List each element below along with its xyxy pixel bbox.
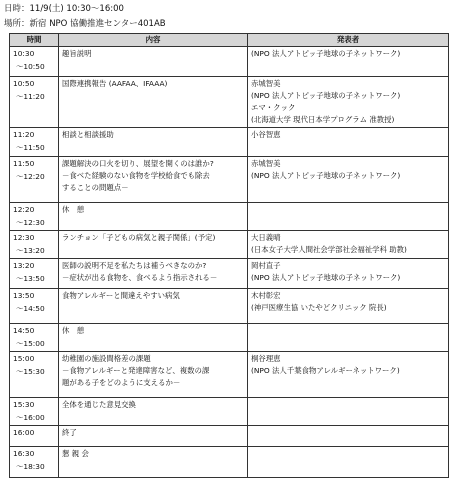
- end-time: ～12:30: [16, 218, 45, 227]
- end-time: ～11:50: [16, 143, 45, 152]
- content-cell: [59, 324, 248, 352]
- content-line: することの問題点－: [62, 183, 129, 192]
- start-time: 13:50: [13, 291, 35, 300]
- content-line: 休 憩: [62, 205, 85, 214]
- end-time: ～13:20: [16, 246, 45, 255]
- content-line: －症状が出る食物を、食べるよう指示される－: [62, 273, 218, 282]
- start-time: 13:20: [13, 261, 35, 270]
- content-cell: [59, 231, 248, 259]
- time-cell: [10, 426, 59, 447]
- time-cell: [10, 203, 59, 231]
- presenter-line: (北海道大学 現代日本学プログラム 准教授): [251, 115, 395, 124]
- table-row: [10, 231, 449, 259]
- start-time: 11:20: [13, 130, 35, 139]
- time-cell: [10, 398, 59, 426]
- end-time: ～10:50: [16, 62, 45, 71]
- table-row: [10, 259, 449, 289]
- presenter-line: (神戸医療生協 いたやどクリニック 院長): [251, 303, 387, 312]
- end-time: ～18:30: [16, 462, 45, 471]
- presenter-line: (NPO 法人アトピッ子地球の子ネットワーク): [251, 273, 401, 282]
- start-time: 12:20: [13, 205, 35, 214]
- presenter-cell: [248, 231, 449, 259]
- presenter-cell: [248, 426, 449, 447]
- content-cell: [59, 203, 248, 231]
- start-time: 14:50: [13, 326, 35, 335]
- presenter-line: 赤城智美: [251, 79, 281, 88]
- table-row: [10, 47, 449, 77]
- time-cell: [10, 352, 59, 398]
- content-cell: [59, 398, 248, 426]
- table-header-row: [10, 34, 449, 47]
- content-cell: [59, 259, 248, 289]
- end-time: ～15:30: [16, 367, 45, 376]
- time-cell: [10, 157, 59, 203]
- time-cell: [10, 447, 59, 478]
- time-cell: [10, 231, 59, 259]
- table-row: [10, 426, 449, 447]
- time-cell: [10, 47, 59, 77]
- time-cell: [10, 128, 59, 157]
- content-line: 懇 親 会: [62, 449, 89, 458]
- table-row: [10, 352, 449, 398]
- presenter-cell: [248, 352, 449, 398]
- start-time: 16:30: [13, 449, 35, 458]
- content-line: 趣旨説明: [62, 49, 92, 58]
- presenter-line: エマ・クック: [251, 103, 296, 112]
- presenter-cell: [248, 203, 449, 231]
- time-cell: [10, 77, 59, 128]
- time-cell: [10, 259, 59, 289]
- content-cell: [59, 157, 248, 203]
- presenter-line: (NPO 法人アトピッ子地球の子ネットワーク): [251, 171, 401, 180]
- event-place: 場所：新宿 NPO 協働推進センター401AB: [4, 19, 166, 29]
- content-cell: [59, 289, 248, 324]
- presenter-line: 岡村直子: [251, 261, 281, 270]
- presenter-line: 桐谷理恵: [251, 354, 281, 363]
- table-row: [10, 157, 449, 203]
- end-time: ～15:00: [16, 339, 45, 348]
- content-line: 題がある子をどのように支えるか－: [62, 378, 181, 387]
- content-line: ランチョン「子どもの病気と親子関係」(予定): [62, 233, 216, 242]
- presenter-cell: [248, 157, 449, 203]
- content-cell: [59, 77, 248, 128]
- start-time: 15:30: [13, 400, 35, 409]
- content-cell: [59, 426, 248, 447]
- end-time: ～16:00: [16, 413, 45, 422]
- presenter-line: (日本女子大学人間社会学部社会福祉学科 助教): [251, 245, 407, 254]
- presenter-line: (NPO 法人アトピッ子地球の子ネットワーク): [251, 49, 401, 58]
- content-line: －食物アレルギーと発達障害など、複数の課: [62, 366, 210, 375]
- presenter-line: 木村彰宏: [251, 291, 281, 300]
- table-row: [10, 128, 449, 157]
- header-presenter: 発表者: [248, 34, 449, 47]
- presenter-line: 大日義晴: [251, 233, 281, 242]
- content-line: 終了: [62, 428, 77, 437]
- header-content: 内容: [59, 34, 248, 47]
- content-line: 食物アレルギーと間違えやすい病気: [62, 291, 180, 300]
- content-line: 幼稚園の施設間格差の課題: [62, 354, 151, 363]
- content-line: 全体を通じた意見交換: [62, 400, 136, 409]
- content-line: －食べた経験のない食物を学校給食でも除去: [62, 171, 210, 180]
- presenter-cell: [248, 324, 449, 352]
- end-time: ～13:50: [16, 274, 45, 283]
- start-time: 12:30: [13, 233, 35, 242]
- content-line: 国際連携報告 (AAFAA、IFAAA): [62, 79, 168, 88]
- presenter-line: (NPO 法人アトピッ子地球の子ネットワーク): [251, 91, 401, 100]
- end-time: ～11:20: [16, 92, 45, 101]
- table-row: [10, 77, 449, 128]
- start-time: 16:00: [13, 428, 35, 437]
- start-time: 10:30: [13, 49, 35, 58]
- time-cell: [10, 289, 59, 324]
- table-row: [10, 203, 449, 231]
- table-row: [10, 324, 449, 352]
- presenter-cell: [248, 47, 449, 77]
- content-line: 相談と相談援助: [62, 130, 114, 139]
- start-time: 15:00: [13, 354, 35, 363]
- table-row: [10, 398, 449, 426]
- presenter-cell: [248, 398, 449, 426]
- presenter-cell: [248, 128, 449, 157]
- content-cell: [59, 352, 248, 398]
- content-cell: [59, 47, 248, 77]
- content-cell: [59, 447, 248, 478]
- content-line: 医師の説明不足を私たちは補うべきなのか?: [62, 261, 207, 270]
- schedule-table: [9, 33, 449, 478]
- end-time: ～14:50: [16, 304, 45, 313]
- presenter-line: (NPO 法人千葉食物アレルギーネットワーク): [251, 366, 400, 375]
- presenter-cell: [248, 289, 449, 324]
- start-time: 11:50: [13, 159, 35, 168]
- start-time: 10:50: [13, 79, 35, 88]
- presenter-cell: [248, 447, 449, 478]
- end-time: ～12:20: [16, 172, 45, 181]
- content-line: 課題解決の口火を切り、展望を開くのは誰か?: [62, 159, 214, 168]
- header-time: 時間: [10, 34, 59, 47]
- presenter-cell: [248, 77, 449, 128]
- presenter-line: 赤城智美: [251, 159, 281, 168]
- event-date: 日時：11/9(土) 10:30～16:00: [4, 4, 124, 14]
- table-row: [10, 289, 449, 324]
- content-line: 休 憩: [62, 326, 85, 335]
- presenter-cell: [248, 259, 449, 289]
- table-row: [10, 447, 449, 478]
- content-cell: [59, 128, 248, 157]
- time-cell: [10, 324, 59, 352]
- presenter-line: 小谷智恵: [251, 130, 281, 139]
